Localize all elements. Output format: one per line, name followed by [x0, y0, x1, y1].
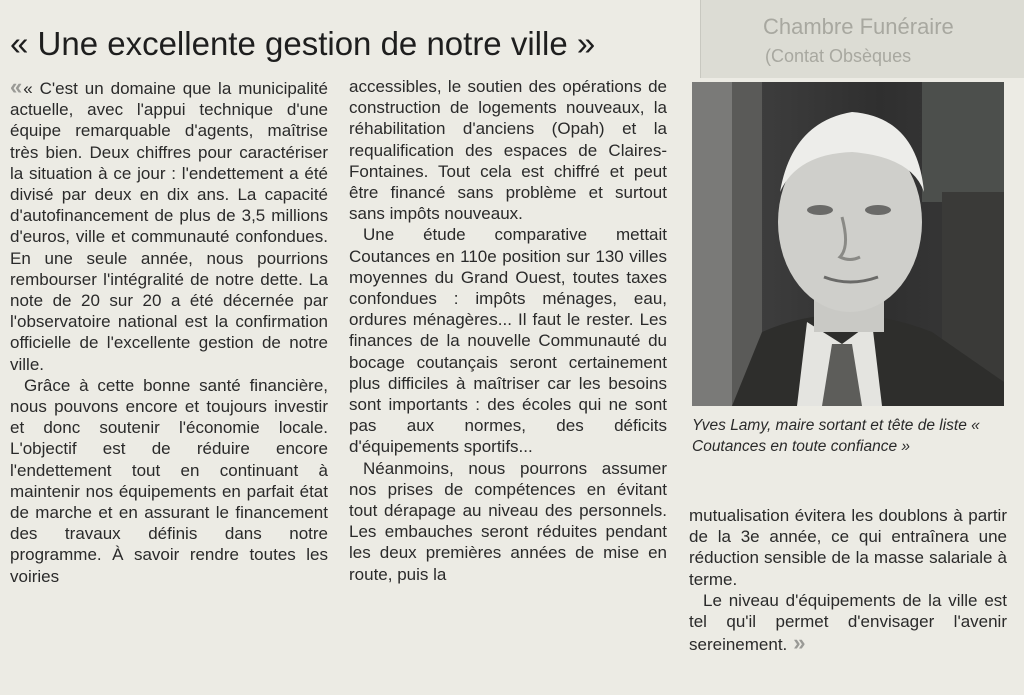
- paragraph: Une étude comparative mettait Coutances en 110e position sur 130 villes moyennes du Grand Ouest, toutes taxes confondues : impôts ménages, eau, ordures ménagères... Il faut le rester. Les finances de la nouvelle Communauté du bocage coutançais seront certainement plus difficiles à maîtriser car les besoins sont importants : des écoles qui ne sont pas aux normes, des déficits d'équipements sportifs...: [349, 225, 667, 457]
- paragraph-text: « C'est un domaine que la municipalité actuelle, avec l'appui technique d'une équipe remarquable d'agents, maîtrise très bien. Deux chiffres pour caractériser la situation à ce jour : l'endettement a été divisé par deux en dix ans. La capacité d'autofinancement de plus de 3,5 millions d'euros, ville et communauté confondues. En une seule année, nous pourrions rembourser l'intégralité de notre dette. La note de 20 sur 20 a été décernée par l'observatoire national est la confirmation officielle de l'excellente gestion de notre ville.: [10, 79, 328, 374]
- paragraph: [10, 76, 328, 375]
- paragraph-text: Le niveau d'équipements de la ville est tel qu'il permet d'envisager l'avenir sereinement.: [689, 590, 1007, 655]
- paragraph: accessibles, le soutien des opérations de construction de logements nouveaux, la réhabilitation d'anciens (Opah) et la requalification des espaces de Claires-Fontaines. Tout cela est chiffré et peut être financé sans problème et surtout sans impôts nouveaux.: [349, 77, 667, 224]
- portrait-illustration: [692, 82, 1004, 406]
- paragraph: mutualisation évitera les doublons à partir de la 3e année, ce qui entraînera une réduction sensible de la masse salariale à terme.: [689, 506, 1007, 589]
- portrait-photo: [692, 82, 1004, 406]
- adjacent-ad-line-1: Chambre Funéraire: [763, 14, 954, 39]
- article-column-2: [349, 76, 667, 585]
- paragraph: Grâce à cette bonne santé financière, nous pouvons encore et toujours investir et donc soutenir l'économie locale. L'objectif est de réduire encore l'endettement tout en continuant à maintenir nos équipements en parfait état de marche et en assurant le financement des travaux définis dans notre programme. À savoir rendre toutes les voiries: [10, 375, 328, 586]
- photo-caption: Yves Lamy, maire sortant et tête de liste « Coutances en toute confiance »: [692, 417, 980, 455]
- article-column-3: [689, 505, 1007, 655]
- article-headline: « Une excellente gestion de notre ville »: [10, 25, 596, 62]
- paragraph: [689, 590, 1007, 656]
- article-column-1: [10, 76, 328, 587]
- close-quote-mark: »: [793, 630, 803, 656]
- adjacent-ad-box: [700, 0, 1024, 78]
- paragraph: Néanmoins, nous pourrons assumer nos prises de compétences en évitant tout dérapage au niveau des personnels. Les embauches seront réduites pendant les deux premières années de mise en route, puis la: [349, 458, 667, 584]
- adjacent-ad-line-2: (Contat Obsèques: [765, 46, 912, 66]
- open-quote-mark: «: [10, 74, 20, 99]
